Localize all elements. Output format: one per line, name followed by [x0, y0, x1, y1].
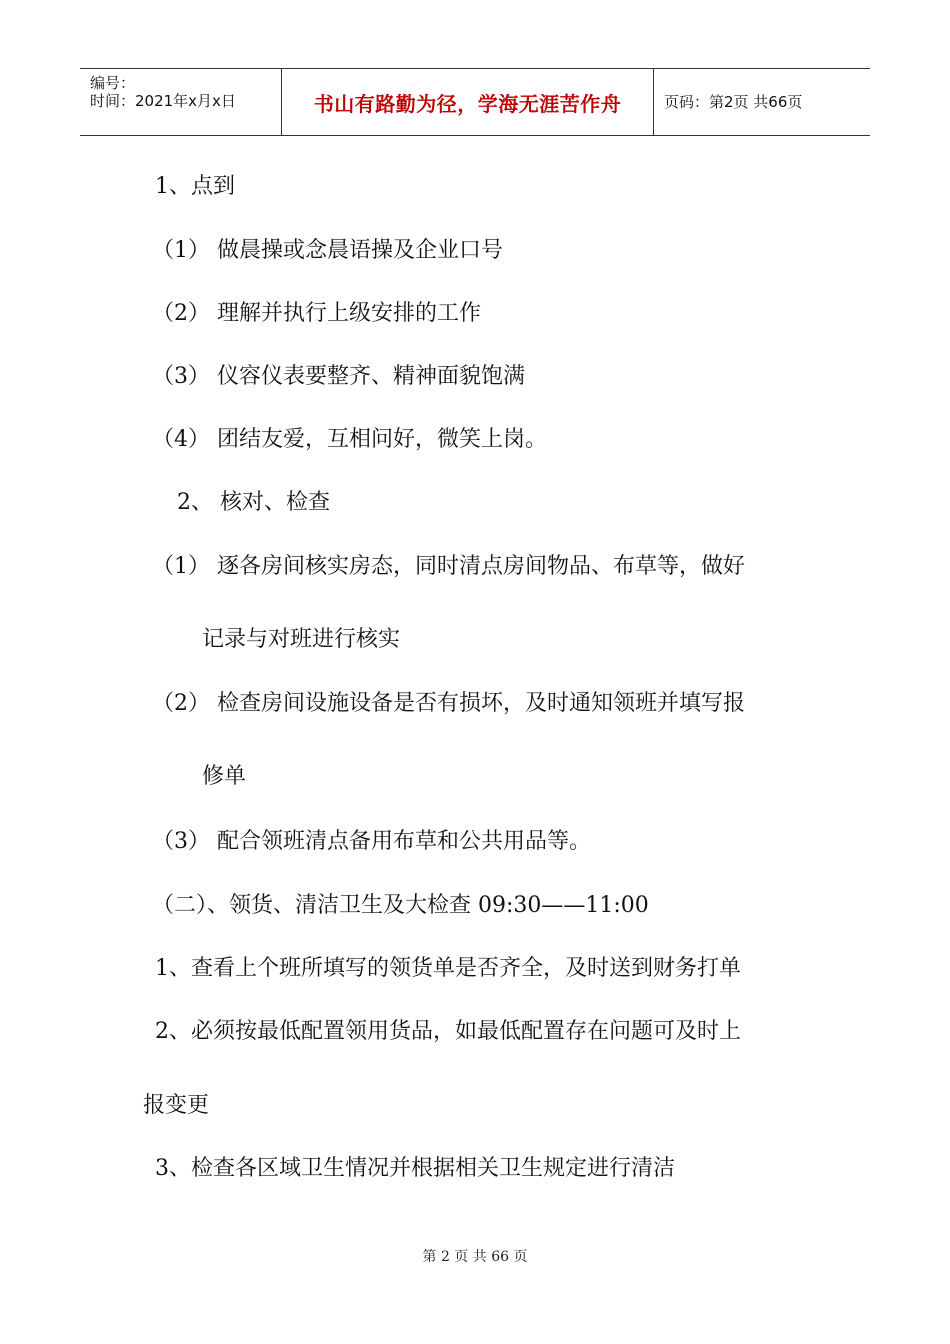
header-page-cell: [654, 69, 870, 135]
body-line: （2） 理解并执行上级安排的工作: [152, 301, 481, 326]
body-line: 1、查看上个班所填写的领货单是否齐全，及时送到财务打单: [155, 956, 741, 981]
body-line: 记录与对班进行核实: [202, 627, 401, 652]
body-line: 3、检查各区域卫生情况并根据相关卫生规定进行清洁: [155, 1156, 675, 1181]
header-page-number: 页码：第2页 共66页: [664, 93, 803, 111]
body-line: （4） 团结友爱，互相问好，微笑上岗。: [152, 427, 547, 452]
header-motto: 书山有路勤为径，学海无涯苦作舟: [313, 91, 622, 116]
body-line: 修单: [202, 764, 247, 789]
section-heading: （二）、领货、清洁卫生及大检查 09:30——11:00: [152, 893, 649, 918]
header-info-cell: [80, 69, 281, 135]
document-header: [80, 68, 870, 136]
body-line: （2） 检查房间设施设备是否有损坏，及时通知领班并填写报: [152, 691, 745, 716]
document-number-label: 编号：: [90, 74, 136, 92]
body-line: 报变更: [143, 1093, 210, 1118]
body-line: （1） 做晨操或念晨语操及企业口号: [152, 238, 503, 263]
body-line: 1、点到: [155, 174, 235, 199]
body-line: 2、 核对、检查: [177, 490, 330, 515]
header-motto-cell: [281, 69, 654, 135]
body-line: （1） 逐各房间核实房态，同时清点房间物品、布草等，做好: [152, 554, 745, 579]
page-footer: 第 2 页 共 66 页: [422, 1249, 528, 1265]
body-line: （3） 仪容仪表要整齐、精神面貌饱满: [152, 364, 525, 389]
document-date-label: 时间：2021年x月x日: [90, 92, 236, 110]
body-line: 2、必须按最低配置领用货品，如最低配置存在问题可及时上: [155, 1019, 741, 1044]
body-line: （3） 配合领班清点备用布草和公共用品等。: [152, 829, 591, 854]
